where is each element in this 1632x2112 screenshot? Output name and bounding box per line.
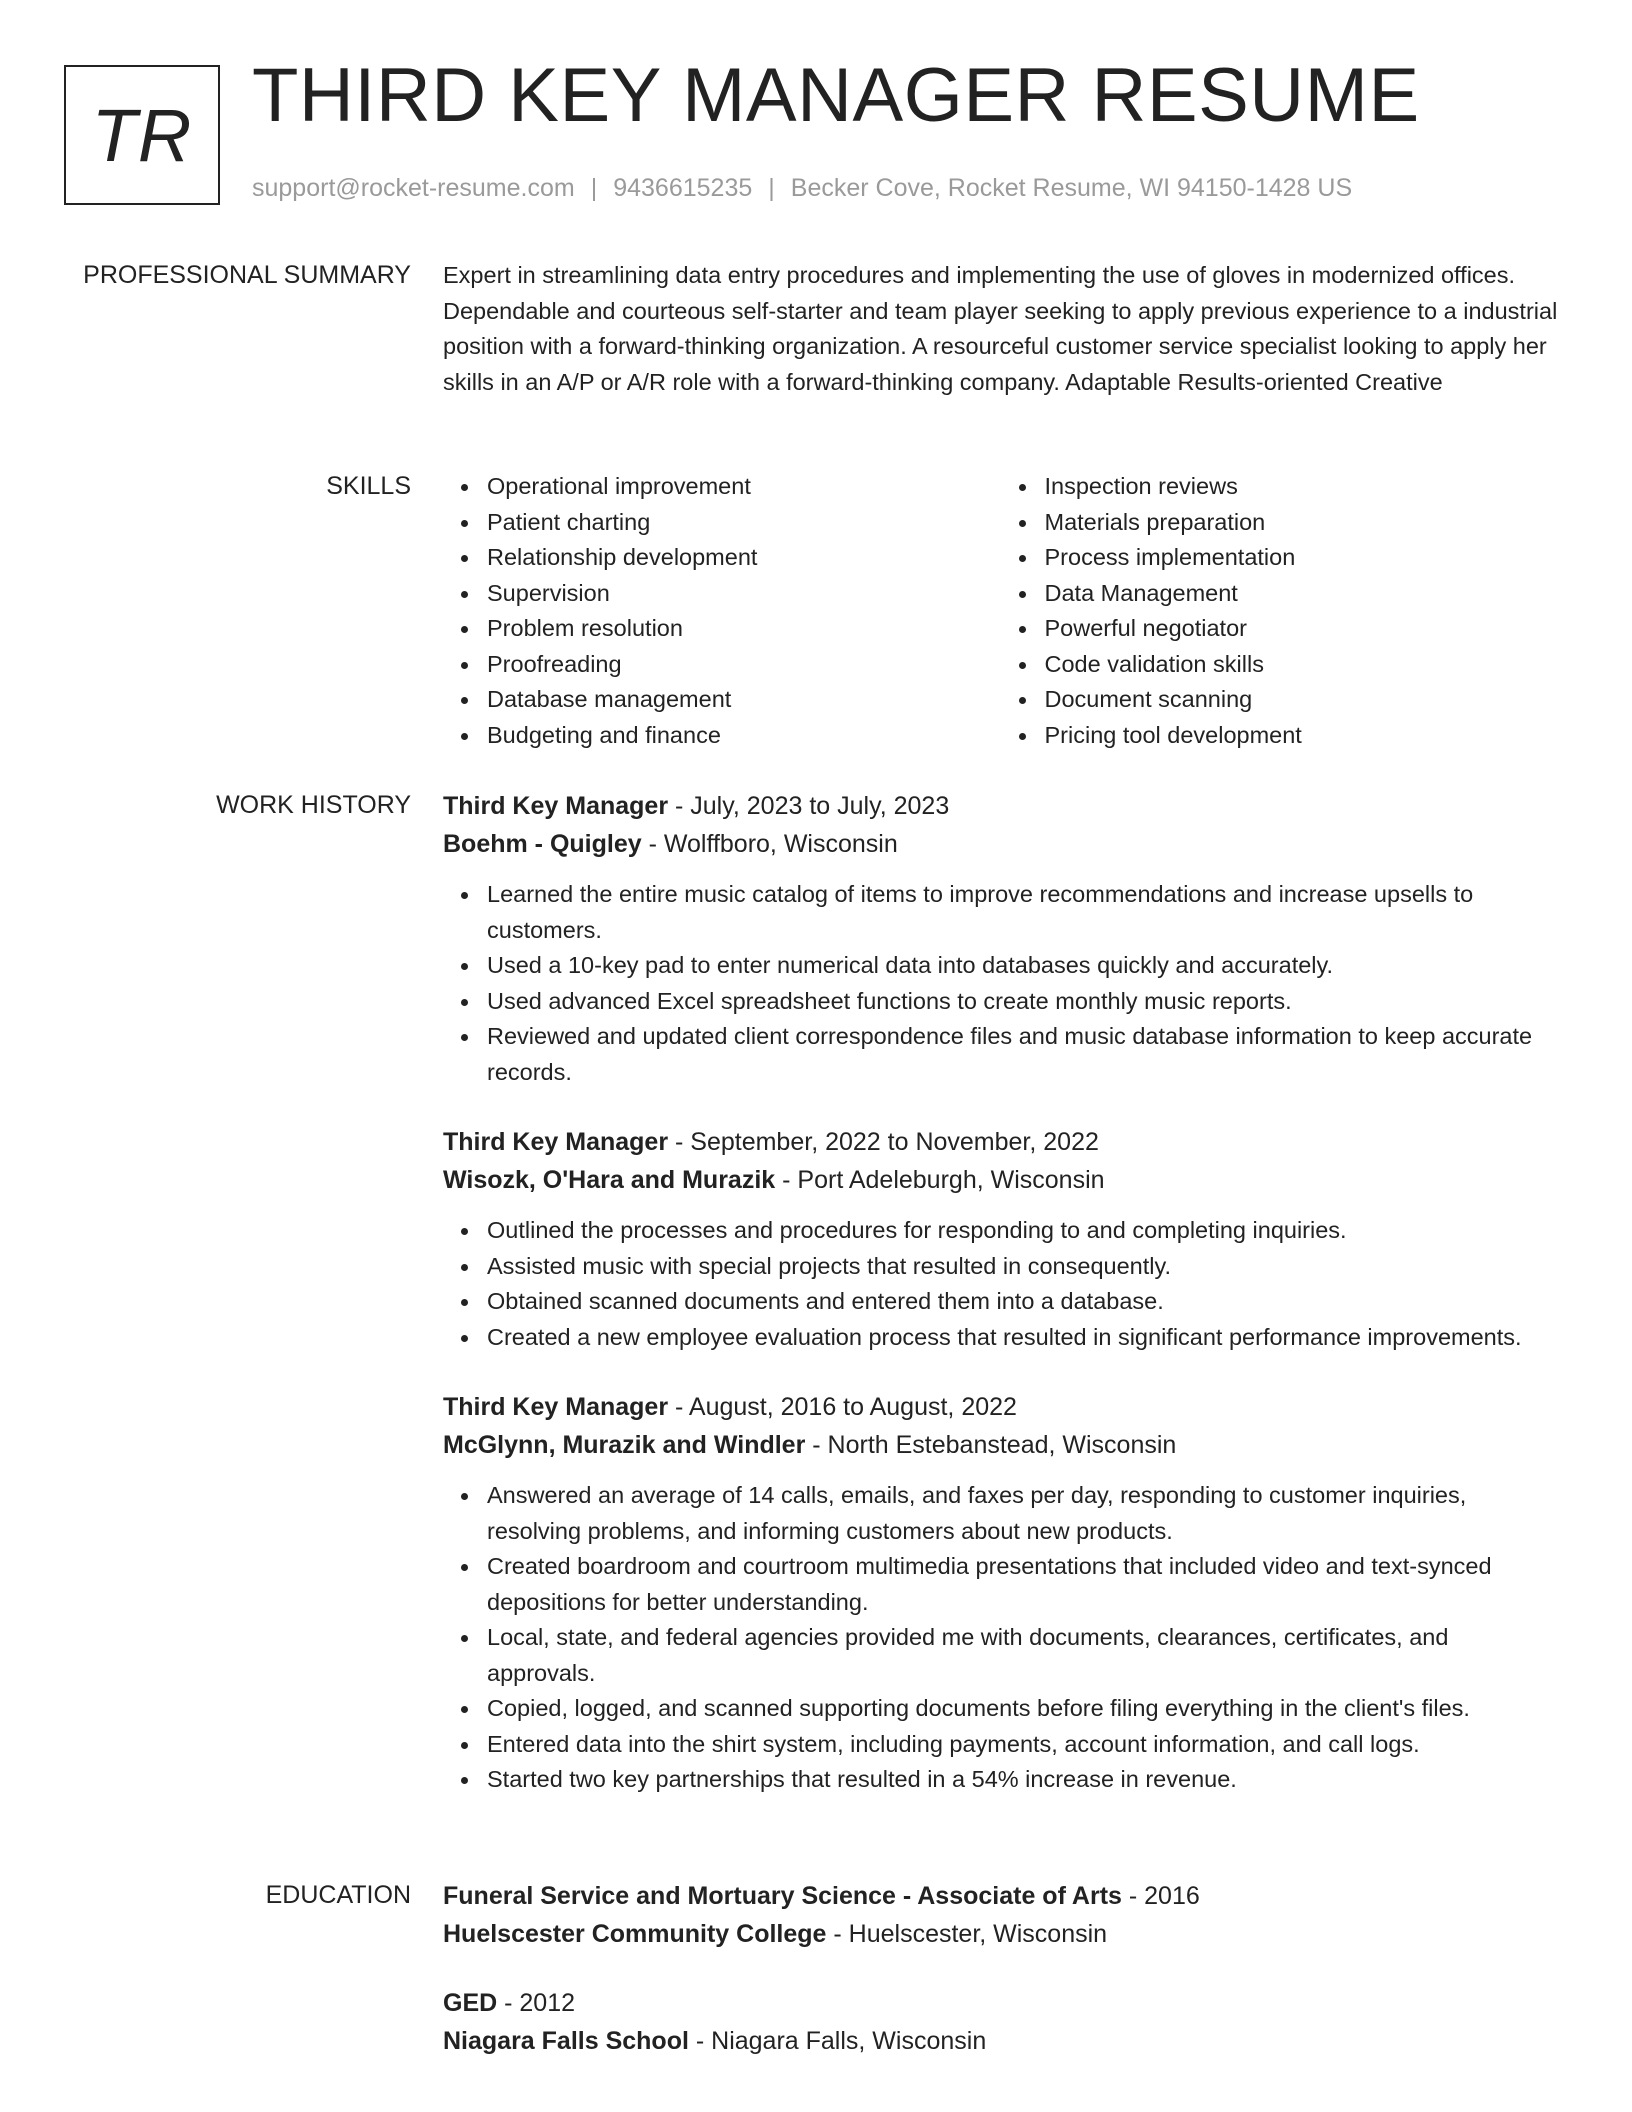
- skills-list-left: [443, 469, 1001, 753]
- summary-text: Expert in streamlining data entry procedures and implementing the use of gloves in modernized offices. Dependable and courteous self-starter and team player seeking to apply previous experience to a industrial position with a forward-thinking organization. A resourceful customer service specialist looking to apply her skills in an A/P or A/R role with a forward-thinking company. Adaptable Results-oriented Creative: [443, 262, 1558, 395]
- skill-item: Inspection reviews: [1045, 469, 1559, 505]
- education-degree-line: [443, 1877, 1558, 1915]
- job-company: Wisozk, O'Hara and Murazik: [443, 1166, 776, 1194]
- education-body: [443, 1877, 1558, 2091]
- job-bullet: Started two key partnerships that resulted in a 54% increase in revenue.: [487, 1762, 1558, 1798]
- section-title-work-history: WORK HISTORY: [216, 791, 411, 819]
- job-bullets: [443, 1478, 1558, 1798]
- contact-phone[interactable]: 9436615235: [613, 174, 753, 202]
- skill-item: Supervision: [487, 576, 1001, 612]
- education-school-line: [443, 2022, 1558, 2060]
- job-company: McGlynn, Murazik and Windler: [443, 1431, 806, 1459]
- job-company: Boehm - Quigley: [443, 830, 642, 858]
- job-location: - Wolffboro, Wisconsin: [641, 830, 898, 858]
- skills-body: [443, 469, 1558, 753]
- job-location: - Port Adeleburgh, Wisconsin: [775, 1166, 1105, 1194]
- job-bullets: [443, 1213, 1558, 1355]
- job-bullet: Answered an average of 14 calls, emails, and faxes per day, responding to customer inquiries, resolving problems, and informing customers about new products.: [487, 1478, 1558, 1549]
- job-dates: - July, 2023 to July, 2023: [668, 792, 950, 820]
- job-bullet: Used a 10-key pad to enter numerical data into databases quickly and accurately.: [487, 948, 1558, 984]
- education-school-line: [443, 1915, 1558, 1953]
- job-role: Third Key Manager: [443, 1128, 669, 1156]
- skill-item: Proofreading: [487, 647, 1001, 683]
- skill-item: Process implementation: [1045, 540, 1559, 576]
- skills-list-right: [1001, 469, 1559, 753]
- skill-item: Data Management: [1045, 576, 1559, 612]
- education-year: - 2012: [497, 1989, 576, 2017]
- education-degree: GED: [443, 1989, 498, 2017]
- skill-item: Database management: [487, 682, 1001, 718]
- contact-line: [252, 174, 1352, 203]
- job-location: - North Estebanstead, Wisconsin: [805, 1431, 1177, 1459]
- skill-item: Powerful negotiator: [1045, 611, 1559, 647]
- education-degree-line: [443, 1984, 1558, 2022]
- job-role: Third Key Manager: [443, 792, 669, 820]
- section-title-summary: PROFESSIONAL SUMMARY: [83, 261, 411, 289]
- skill-item: Pricing tool development: [1045, 718, 1559, 754]
- job-bullet: Outlined the processes and procedures for responding to and completing inquiries.: [487, 1213, 1558, 1249]
- contact-separator: |: [768, 174, 775, 202]
- skill-item: Operational improvement: [487, 469, 1001, 505]
- skill-item: Problem resolution: [487, 611, 1001, 647]
- job-company-line: [443, 1161, 1558, 1199]
- job-dates: - September, 2022 to November, 2022: [668, 1128, 1099, 1156]
- job-role: Third Key Manager: [443, 1393, 669, 1421]
- skill-item: Code validation skills: [1045, 647, 1559, 683]
- skill-item: Patient charting: [487, 505, 1001, 541]
- education-location: - Niagara Falls, Wisconsin: [688, 2027, 987, 2055]
- contact-email[interactable]: support@rocket-resume.com: [252, 174, 575, 202]
- job-bullet: Used advanced Excel spreadsheet functions to create monthly music reports.: [487, 984, 1558, 1020]
- section-title-education: EDUCATION: [265, 1881, 411, 1909]
- contact-separator: |: [590, 174, 598, 202]
- contact-address: Becker Cove, Rocket Resume, WI 94150-1428 US: [790, 174, 1353, 202]
- education-degree: Funeral Service and Mortuary Science - Associate of Arts: [443, 1882, 1122, 1910]
- education-school: Niagara Falls School: [443, 2027, 689, 2055]
- job-entry: [443, 787, 1558, 1090]
- skill-item: Relationship development: [487, 540, 1001, 576]
- skill-item: Budgeting and finance: [487, 718, 1001, 754]
- job-bullet: Obtained scanned documents and entered them into a database.: [487, 1284, 1558, 1320]
- job-bullet: Assisted music with special projects that resulted in consequently.: [487, 1249, 1558, 1285]
- work-history-body: [443, 787, 1558, 1831]
- education-school: Huelscester Community College: [443, 1920, 827, 1948]
- skills-columns: [443, 469, 1558, 753]
- job-title-line: [443, 1388, 1558, 1426]
- job-bullet: Learned the entire music catalog of items to improve recommendations and increase upsells to customers.: [487, 877, 1558, 948]
- job-bullet: Copied, logged, and scanned supporting documents before filing everything in the client's files.: [487, 1691, 1558, 1727]
- job-company-line: [443, 1426, 1558, 1464]
- education-location: - Huelscester, Wisconsin: [826, 1920, 1108, 1948]
- job-title-line: [443, 1123, 1558, 1161]
- section-title-skills: SKILLS: [326, 472, 411, 500]
- summary-body: [443, 258, 1558, 400]
- job-title-line: [443, 787, 1558, 825]
- education-year: - 2016: [1121, 1882, 1200, 1910]
- job-bullet: Local, state, and federal agencies provided me with documents, clearances, certificates, and approvals.: [487, 1620, 1558, 1691]
- education-entry: [443, 1984, 1558, 2060]
- skill-item: Document scanning: [1045, 682, 1559, 718]
- education-entry: [443, 1877, 1558, 1953]
- job-bullet: Created a new employee evaluation process that resulted in significant performance improvements.: [487, 1320, 1558, 1356]
- job-entry: [443, 1388, 1558, 1798]
- monogram-logo: TR: [64, 65, 220, 205]
- job-company-line: [443, 825, 1558, 863]
- page-title: THIRD KEY MANAGER RESUME: [252, 53, 1420, 138]
- job-entry: [443, 1123, 1558, 1355]
- job-bullet: Created boardroom and courtroom multimedia presentations that included video and text-synced depositions for better understanding.: [487, 1549, 1558, 1620]
- job-bullet: Reviewed and updated client correspondence files and music database information to keep accurate records.: [487, 1019, 1558, 1090]
- skill-item: Materials preparation: [1045, 505, 1559, 541]
- job-bullet: Entered data into the shirt system, including payments, account information, and call logs.: [487, 1727, 1558, 1763]
- job-bullets: [443, 877, 1558, 1090]
- job-dates: - August, 2016 to August, 2022: [668, 1393, 1017, 1421]
